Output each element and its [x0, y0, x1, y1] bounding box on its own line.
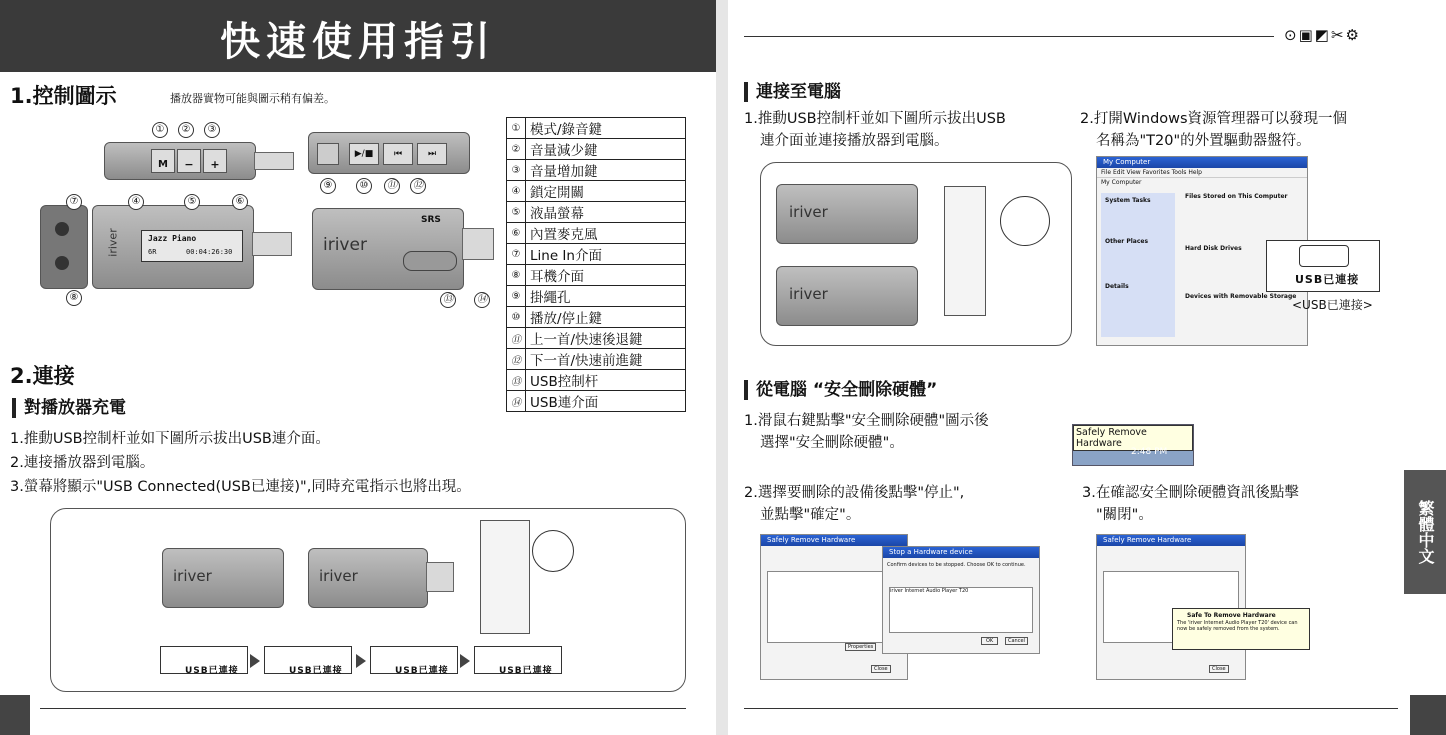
legend-row [507, 160, 686, 181]
explorer-menu: File Edit View Favorites Tools Help [1101, 169, 1202, 176]
dialog-titlebar: Stop a Hardware device [883, 547, 1039, 558]
properties-button: Properties [845, 643, 876, 651]
callout-12: ⑫ [410, 178, 426, 194]
usb-plug [252, 232, 292, 256]
stop-device-list: iriver Internet Audio Player T20 [889, 587, 1033, 633]
section-removable: Devices with Removable Storage [1185, 293, 1297, 300]
section1-heading: 1.控制圖示 [10, 84, 117, 108]
callout-6: ⑥ [232, 194, 248, 210]
device-illustration-connect-1 [776, 184, 918, 244]
brand-label: iriver [173, 567, 212, 585]
callout-5: ⑤ [184, 194, 200, 210]
gear-icon: ⚙ [1345, 26, 1361, 44]
legend-row [507, 265, 686, 286]
line-in-jack [55, 222, 69, 236]
legend-label: 液晶螢幕 [526, 202, 686, 223]
legend-label: 模式/錄音鍵 [526, 118, 686, 139]
remove-step2-line2: 並點擊"確定"。 [760, 507, 861, 523]
legend-row [507, 223, 686, 244]
section-files-stored: Files Stored on This Computer [1185, 193, 1288, 200]
usb-connector [462, 228, 494, 260]
balloon-title: Safe To Remove Hardware [1187, 612, 1276, 619]
status-box-3 [370, 646, 458, 674]
usb-port-zoom [1000, 196, 1050, 246]
dialog-titlebar: Safely Remove Hardware [1097, 535, 1245, 546]
bottom-rule [744, 708, 1398, 709]
brand-label: iriver [323, 235, 367, 255]
status-label: USB已連接 [289, 666, 343, 676]
header-icons [1284, 26, 1361, 44]
status-label: USB已連接 [185, 666, 239, 676]
usb-plug [254, 152, 294, 170]
folder-icon: ▣ [1298, 26, 1315, 44]
bottom-rule [40, 708, 686, 709]
device-button-view [308, 132, 470, 174]
page-title: 快速使用指引 [220, 19, 496, 65]
setup-icon: ◩ [1314, 26, 1331, 44]
brand-label: iriver [106, 228, 120, 257]
pc-tower [480, 520, 530, 634]
status-box-4 [474, 646, 562, 674]
remove-step1-line1: 1.滑鼠右鍵點擊"安全刪除硬體"圖示後 [744, 413, 989, 429]
language-side-tab: 繁體中文 [1404, 470, 1446, 594]
device-illustration-2 [308, 548, 428, 608]
pc-tower [944, 186, 986, 316]
close-button: Close [871, 665, 891, 673]
brand-label: iriver [789, 285, 828, 303]
usb-connector [426, 562, 454, 592]
legend-number: ⑩ [507, 307, 526, 328]
legend-number: ⑦ [507, 244, 526, 265]
balloon-text: The 'iriver Internet Audio Player T20' device can now be safely removed from the system. [1177, 620, 1298, 632]
legend-label: USB控制杆 [526, 370, 686, 391]
volume-up-button: + [203, 149, 227, 173]
section1-note: 播放器實物可能與圖示稍有偏差。 [170, 92, 335, 105]
device-list [767, 571, 901, 643]
srs-logo: SRS [421, 215, 441, 225]
connect-heading: 連接至電腦 [744, 82, 841, 102]
device-front-view [92, 205, 254, 289]
device-illustration-1 [162, 548, 284, 608]
mode-button: M [151, 149, 175, 173]
callout-9: ⑨ [320, 178, 336, 194]
explorer-address: My Computer [1097, 177, 1307, 187]
legend-number: ⑤ [507, 202, 526, 223]
page-spine [716, 0, 728, 735]
legend-label: 掛繩孔 [526, 286, 686, 307]
explorer-titlebar: My Computer [1097, 157, 1307, 168]
connect-step2-line1: 2.打開Windows資源管理器可以發現一個 [1080, 111, 1348, 127]
legend-number: ⑬ [507, 370, 526, 391]
page-corner-right [1410, 695, 1446, 735]
legend-row [507, 181, 686, 202]
arrow-right-icon [356, 654, 366, 668]
legend-number: ② [507, 139, 526, 160]
device-usb-view [312, 208, 464, 290]
legend-row [507, 391, 686, 412]
callout-10: ⑩ [356, 178, 372, 194]
legend-number: ⑨ [507, 286, 526, 307]
arrow-right-icon [460, 654, 470, 668]
device-side-view [40, 205, 88, 289]
connect-step1-line1: 1.推動USB控制杆並如下圖所示拔出USB [744, 111, 1006, 127]
device-top-view [104, 142, 256, 180]
callout-4: ④ [128, 194, 144, 210]
lcd-time: 00:04:26:30 [186, 248, 233, 256]
legend-label: 耳機介面 [526, 265, 686, 286]
lcd-left: 6R [148, 248, 157, 256]
safely-remove-dialog-2 [1096, 534, 1246, 680]
usb-control-slider [403, 251, 457, 271]
legend-row [507, 139, 686, 160]
legend-number: ③ [507, 160, 526, 181]
callout-8: ⑧ [66, 290, 82, 306]
remove-step2-line1: 2.選擇要刪除的設備後點擊"停止", [744, 485, 965, 501]
tool-icon: ✂ [1330, 26, 1346, 44]
status-box-1 [160, 646, 248, 674]
brand-label: iriver [789, 203, 828, 221]
usb-port-zoom [532, 530, 574, 572]
play-stop-button: ▶/■ [349, 143, 379, 165]
callout-2: ② [178, 122, 194, 138]
earphone-jack [55, 256, 69, 270]
dialog-text: Confirm devices to be stopped. Choose OK to continue. [887, 562, 1026, 568]
callout-14: ⑭ [474, 292, 490, 308]
strap-hole [317, 143, 339, 165]
next-button: ⏭ [417, 143, 447, 165]
charge-step-1: 1.推動USB控制杆並如下圖所示拔出USB連介面。 [10, 431, 330, 447]
panel-system-tasks: System Tasks [1105, 197, 1151, 204]
previous-button: ⏮ [383, 143, 413, 165]
legend-label: 下一首/快速前進鍵 [526, 349, 686, 370]
legend-number: ④ [507, 181, 526, 202]
connect-step2-line2: 名稱為"T20"的外置驅動器盤符。 [1096, 133, 1311, 149]
legend-label: 內置麥克風 [526, 223, 686, 244]
device-illustration-connect-2 [776, 266, 918, 326]
legend-number: ⑪ [507, 328, 526, 349]
callout-11: ⑪ [384, 178, 400, 194]
status-label: USB已連接 [395, 666, 449, 676]
section2-heading: 2.連接 [10, 364, 75, 388]
charge-heading: 對播放器充電 [12, 398, 126, 418]
legend-number: ⑫ [507, 349, 526, 370]
volume-down-button: − [177, 149, 201, 173]
legend-label: 上一首/快速後退鍵 [526, 328, 686, 349]
section-hard-disk: Hard Disk Drives [1185, 245, 1242, 252]
usb-connected-caption: <USB已連接> [1292, 298, 1373, 312]
tray-tooltip: Safely Remove Hardware [1073, 425, 1193, 451]
callout-3: ③ [204, 122, 220, 138]
usb-connected-box [1266, 240, 1380, 292]
safe-remove-balloon [1172, 608, 1310, 650]
legend-label: 播放/停止鍵 [526, 307, 686, 328]
legend-label: 音量減少鍵 [526, 139, 686, 160]
legend-number: ① [507, 118, 526, 139]
ok-button: OK [981, 637, 998, 645]
legend-label: Line In介面 [526, 244, 686, 265]
tray-screenshot [1072, 424, 1194, 466]
cd-icon: ⊙ [1284, 26, 1299, 44]
remove-step3-line2: "關閉"。 [1096, 507, 1153, 523]
cancel-button: Cancel [1005, 637, 1028, 645]
legend-row [507, 202, 686, 223]
callout-13: ⑬ [440, 292, 456, 308]
charge-step-2: 2.連接播放器到電腦。 [10, 455, 155, 471]
connect-step1-line2: 連介面並連接播放器到電腦。 [760, 133, 949, 149]
legend-label: 音量增加鍵 [526, 160, 686, 181]
legend-number: ⑥ [507, 223, 526, 244]
lcd-screen [141, 230, 243, 262]
legend-row [507, 244, 686, 265]
remove-heading: 從電腦 “安全刪除硬體” [744, 380, 937, 400]
usb-connected-icon [1299, 245, 1349, 267]
remove-step3-line1: 3.在確認安全刪除硬體資訊後點擊 [1082, 485, 1299, 501]
legend-row [507, 307, 686, 328]
usb-connected-label: USB已連接 [1295, 273, 1360, 286]
tray-time: 2:48 PM [1131, 447, 1168, 457]
panel-other-places: Other Places [1105, 238, 1149, 245]
status-box-2 [264, 646, 352, 674]
explorer-sidebar [1101, 193, 1175, 337]
status-label: USB已連接 [499, 666, 553, 676]
legend-number: ⑭ [507, 391, 526, 412]
arrow-right-icon [250, 654, 260, 668]
legend-number: ⑧ [507, 265, 526, 286]
charge-step-3: 3.螢幕將顯示"USB Connected(USB已連接)",同時充電指示也將出現。 [10, 479, 471, 495]
callout-1: ① [152, 122, 168, 138]
brand-label: iriver [319, 567, 358, 585]
legend-row [507, 328, 686, 349]
legend-row [507, 118, 686, 139]
legend-row [507, 286, 686, 307]
close-button: Close [1209, 665, 1229, 673]
remove-step1-line2: 選擇"安全刪除硬體"。 [760, 435, 904, 451]
legend-row [507, 349, 686, 370]
top-rule [744, 36, 1274, 37]
page-corner-left [0, 695, 30, 735]
callout-7: ⑦ [66, 194, 82, 210]
lcd-track: Jazz Piano [148, 234, 197, 243]
stop-device-dialog [882, 546, 1040, 654]
dialog-titlebar: Safely Remove Hardware [761, 535, 907, 546]
legend-table [506, 117, 686, 412]
legend-label: USB連介面 [526, 391, 686, 412]
legend-label: 鎖定開關 [526, 181, 686, 202]
panel-details: Details [1105, 283, 1129, 290]
legend-row [507, 370, 686, 391]
